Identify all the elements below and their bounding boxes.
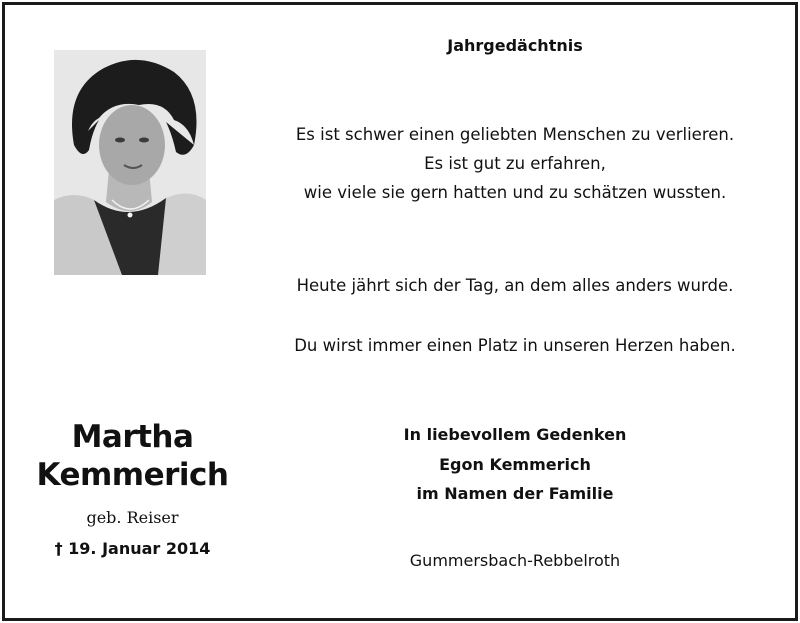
birth-name: geb. Reiser [86, 508, 179, 527]
poem-line: Du wirst immer einen Platz in unseren Herzen haben. [294, 336, 736, 355]
signoff-line: Egon Kemmerich [439, 454, 591, 474]
last-name: Kemmerich [36, 457, 229, 493]
deceased-name [20, 418, 245, 494]
poem-line: Es ist gut zu erfahren, [424, 154, 606, 173]
portrait-photo [54, 50, 206, 275]
first-name: Martha [71, 419, 194, 455]
portrait-photo-graphic [54, 50, 206, 275]
poem-stanza [280, 120, 750, 207]
signoff-line: In liebevollem Gedenken [403, 425, 627, 444]
poem-line: Es ist schwer einen geliebten Menschen zu verlieren. [295, 125, 735, 144]
signoff-block [330, 420, 700, 509]
place-name: Gummersbach-Rebbelroth [409, 551, 621, 570]
notice-title: Jahrgedächtnis [447, 36, 583, 55]
signoff-line: im Namen der Familie [416, 484, 614, 503]
death-date: † 19. Januar 2014 [54, 539, 211, 558]
poem-line: wie viele sie gern hatten und zu schätzen wussten. [303, 183, 727, 202]
poem-line: Heute jährt sich der Tag, an dem alles anders wurde. [296, 276, 734, 295]
